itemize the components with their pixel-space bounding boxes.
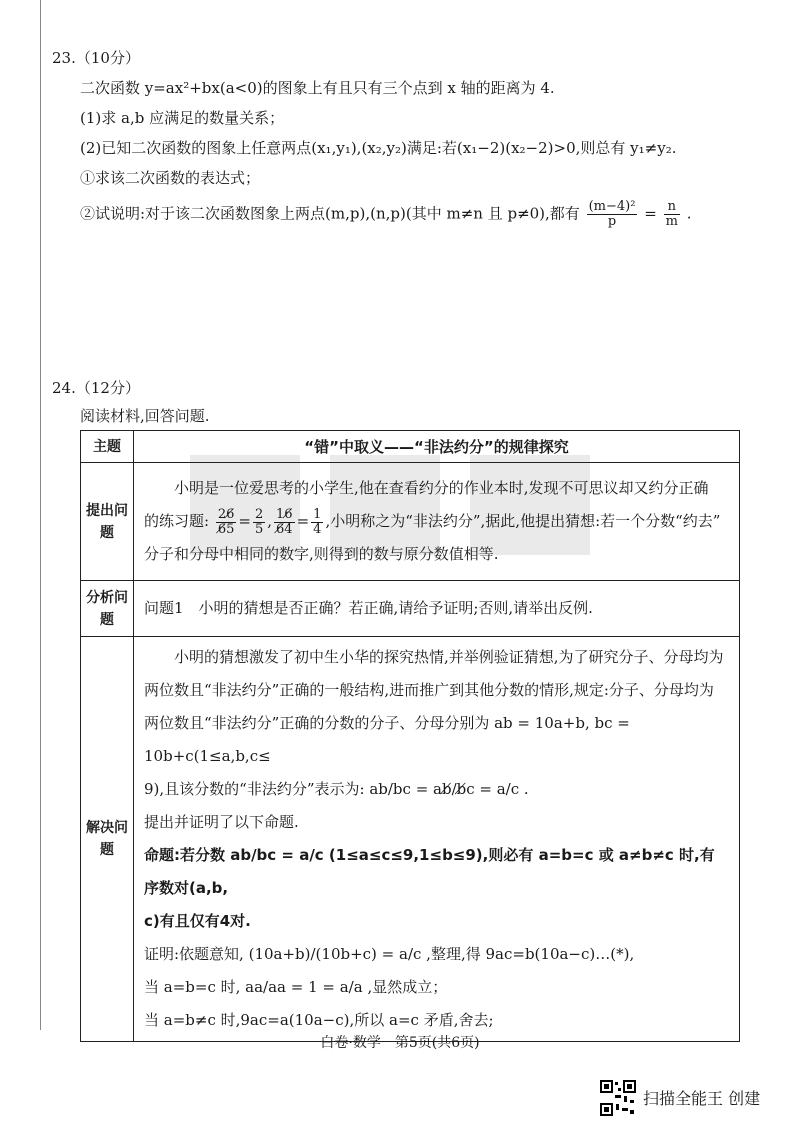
scanner-watermark: 扫描全能王 创建 [643,1089,761,1108]
q23-frac2-num: n [664,200,680,215]
raise-frac2r-den: 4 [313,521,322,537]
topic-label: 主题 [81,431,134,463]
raise-label [81,463,134,581]
q23-number: 23.（10分） [52,49,140,67]
solve-label-text: 解决问题 [86,820,128,858]
raise-label-text: 提出问题 [86,502,128,541]
q23-sub2-text: ②试说明:对于该二次函数图象上两点(m,p),(n,p)(其中 m≠n 且 p≠0),都有 [80,204,580,223]
q23-part2: (2)已知二次函数的图象上任意两点(x₁,y₁),(x₂,y₂)满足:若(x₁−2)(x₂−2)>0,则总有 y₁≠y₂. [80,139,677,157]
solve-p3: 两位数且“非法约分”正确的分数的分子、分母分别为 ab = 10a+b, bc = 10b+c(1≤a,b,c≤ [144,714,630,765]
q23-fraction-right [664,200,680,229]
analyze-label [81,581,134,637]
raise-frac1 [216,508,237,537]
analyze-label-text: 分析问题 [86,589,128,628]
q23-stem: 二次函数 y=ax²+bx(a<0)的图象上有且只有三个点到 x 轴的距离为 4. [80,79,555,97]
q23-fraction-left [587,200,638,229]
raise-frac2-result [311,508,323,537]
raise-frac1-den: 6̸5 [217,521,235,537]
raise-line2-post: ,小明称之为“非法约分”,据此,他提出猜想:若一个分数“约去” [325,512,721,530]
raise-frac2 [274,508,295,537]
solve-p1: 小明的猜想激发了初中生小华的探究热情,并举例验证猜想,为了研究分子、分母均为 [174,648,724,666]
q23-period: . [686,204,692,223]
q23-frac2-den: m [665,214,678,229]
topic-title: “错”中取义——“非法约分”的规律探究 [134,431,740,463]
solve-proposition: 命题:若分数 ab/bc = a/c (1≤a≤c≤9,1≤b≤9),则必有 a=b=c 或 a≠b≠c 时,有序数对(a,b, [144,846,715,897]
raise-frac2r-num: 1 [313,506,322,522]
page-footer: 白卷·数学 第5页(共6页) [320,1035,480,1051]
raise-frac1-result [253,508,265,537]
raise-line1: 小明是一位爱思考的小学生,他在查看约分的作业本时,发现不可思议却又约分正确 [174,479,709,497]
solve-p4: 9),且该分数的“非法约分”表示为: ab/bc = ab̸/b̸c = a/c . [144,780,529,798]
solve-label [81,637,134,1042]
solve-proof: 证明:依题意知, (10a+b)/(10b+c) = a/c ,整理,得 9ac=b(10a−c)…(*), [144,945,635,963]
q23-part1: (1)求 a,b 应满足的数量关系； [80,109,285,127]
solve-case1: 当 a=b=c 时, aa/aa = 1 = a/a ,显然成立； [144,978,448,996]
q24-intro: 阅读材料,回答问题. [80,407,210,425]
solve-proposition-cont: c)有且仅有4对. [144,912,251,930]
q24-number: 24.（12分） [52,379,140,397]
raise-frac1-num: 26̸ [217,506,235,522]
solve-case2: 当 a=b≠c 时,9ac=a(10a−c),所以 a=c 矛盾,舍去; [144,1011,494,1029]
q23-part2-sub1: ①求该二次函数的表达式； [80,169,261,187]
raise-frac1r-den: 5 [254,521,264,537]
material-table [80,430,740,1042]
solve-content [134,637,740,1042]
solve-p5: 提出并证明了以下命题. [144,813,299,831]
q23-frac-num: (m−4)² [588,199,636,214]
raise-line3: 分子和分母中相同的数字,则得到的数与原分数值相等. [144,545,499,563]
raise-line2-pre: 的练习题: [144,512,210,530]
raise-content [134,463,740,581]
margin-line [40,0,41,1030]
raise-frac1r-num: 2 [254,506,264,522]
raise-frac2-den: 6̸4 [276,521,293,537]
q23-frac-den: p [607,214,617,229]
qr-code-icon [600,1080,636,1116]
q23-part2-sub2 [80,200,691,229]
solve-p2: 两位数且“非法约分”正确的一般结构,进而推广到其他分数的情形,规定:分子、分母均为 [144,681,714,699]
raise-frac2-num: 16̸ [276,506,293,522]
raise-line2: 的练习题: $\frac{26̸}{6̸5}$ = $\frac{2}{5}$ , $\frac{16̸}{6̸4}$ = $\frac{1}{4}$ ,小明称之为“非法约分”,据此,他提出猜想:若一个分数“约去” [144,506,721,537]
analyze-content: 问题1 小明的猜想是否正确？若正确,请给予证明;否则,请举出反例. [134,581,740,637]
q23-equals: = [644,204,657,223]
